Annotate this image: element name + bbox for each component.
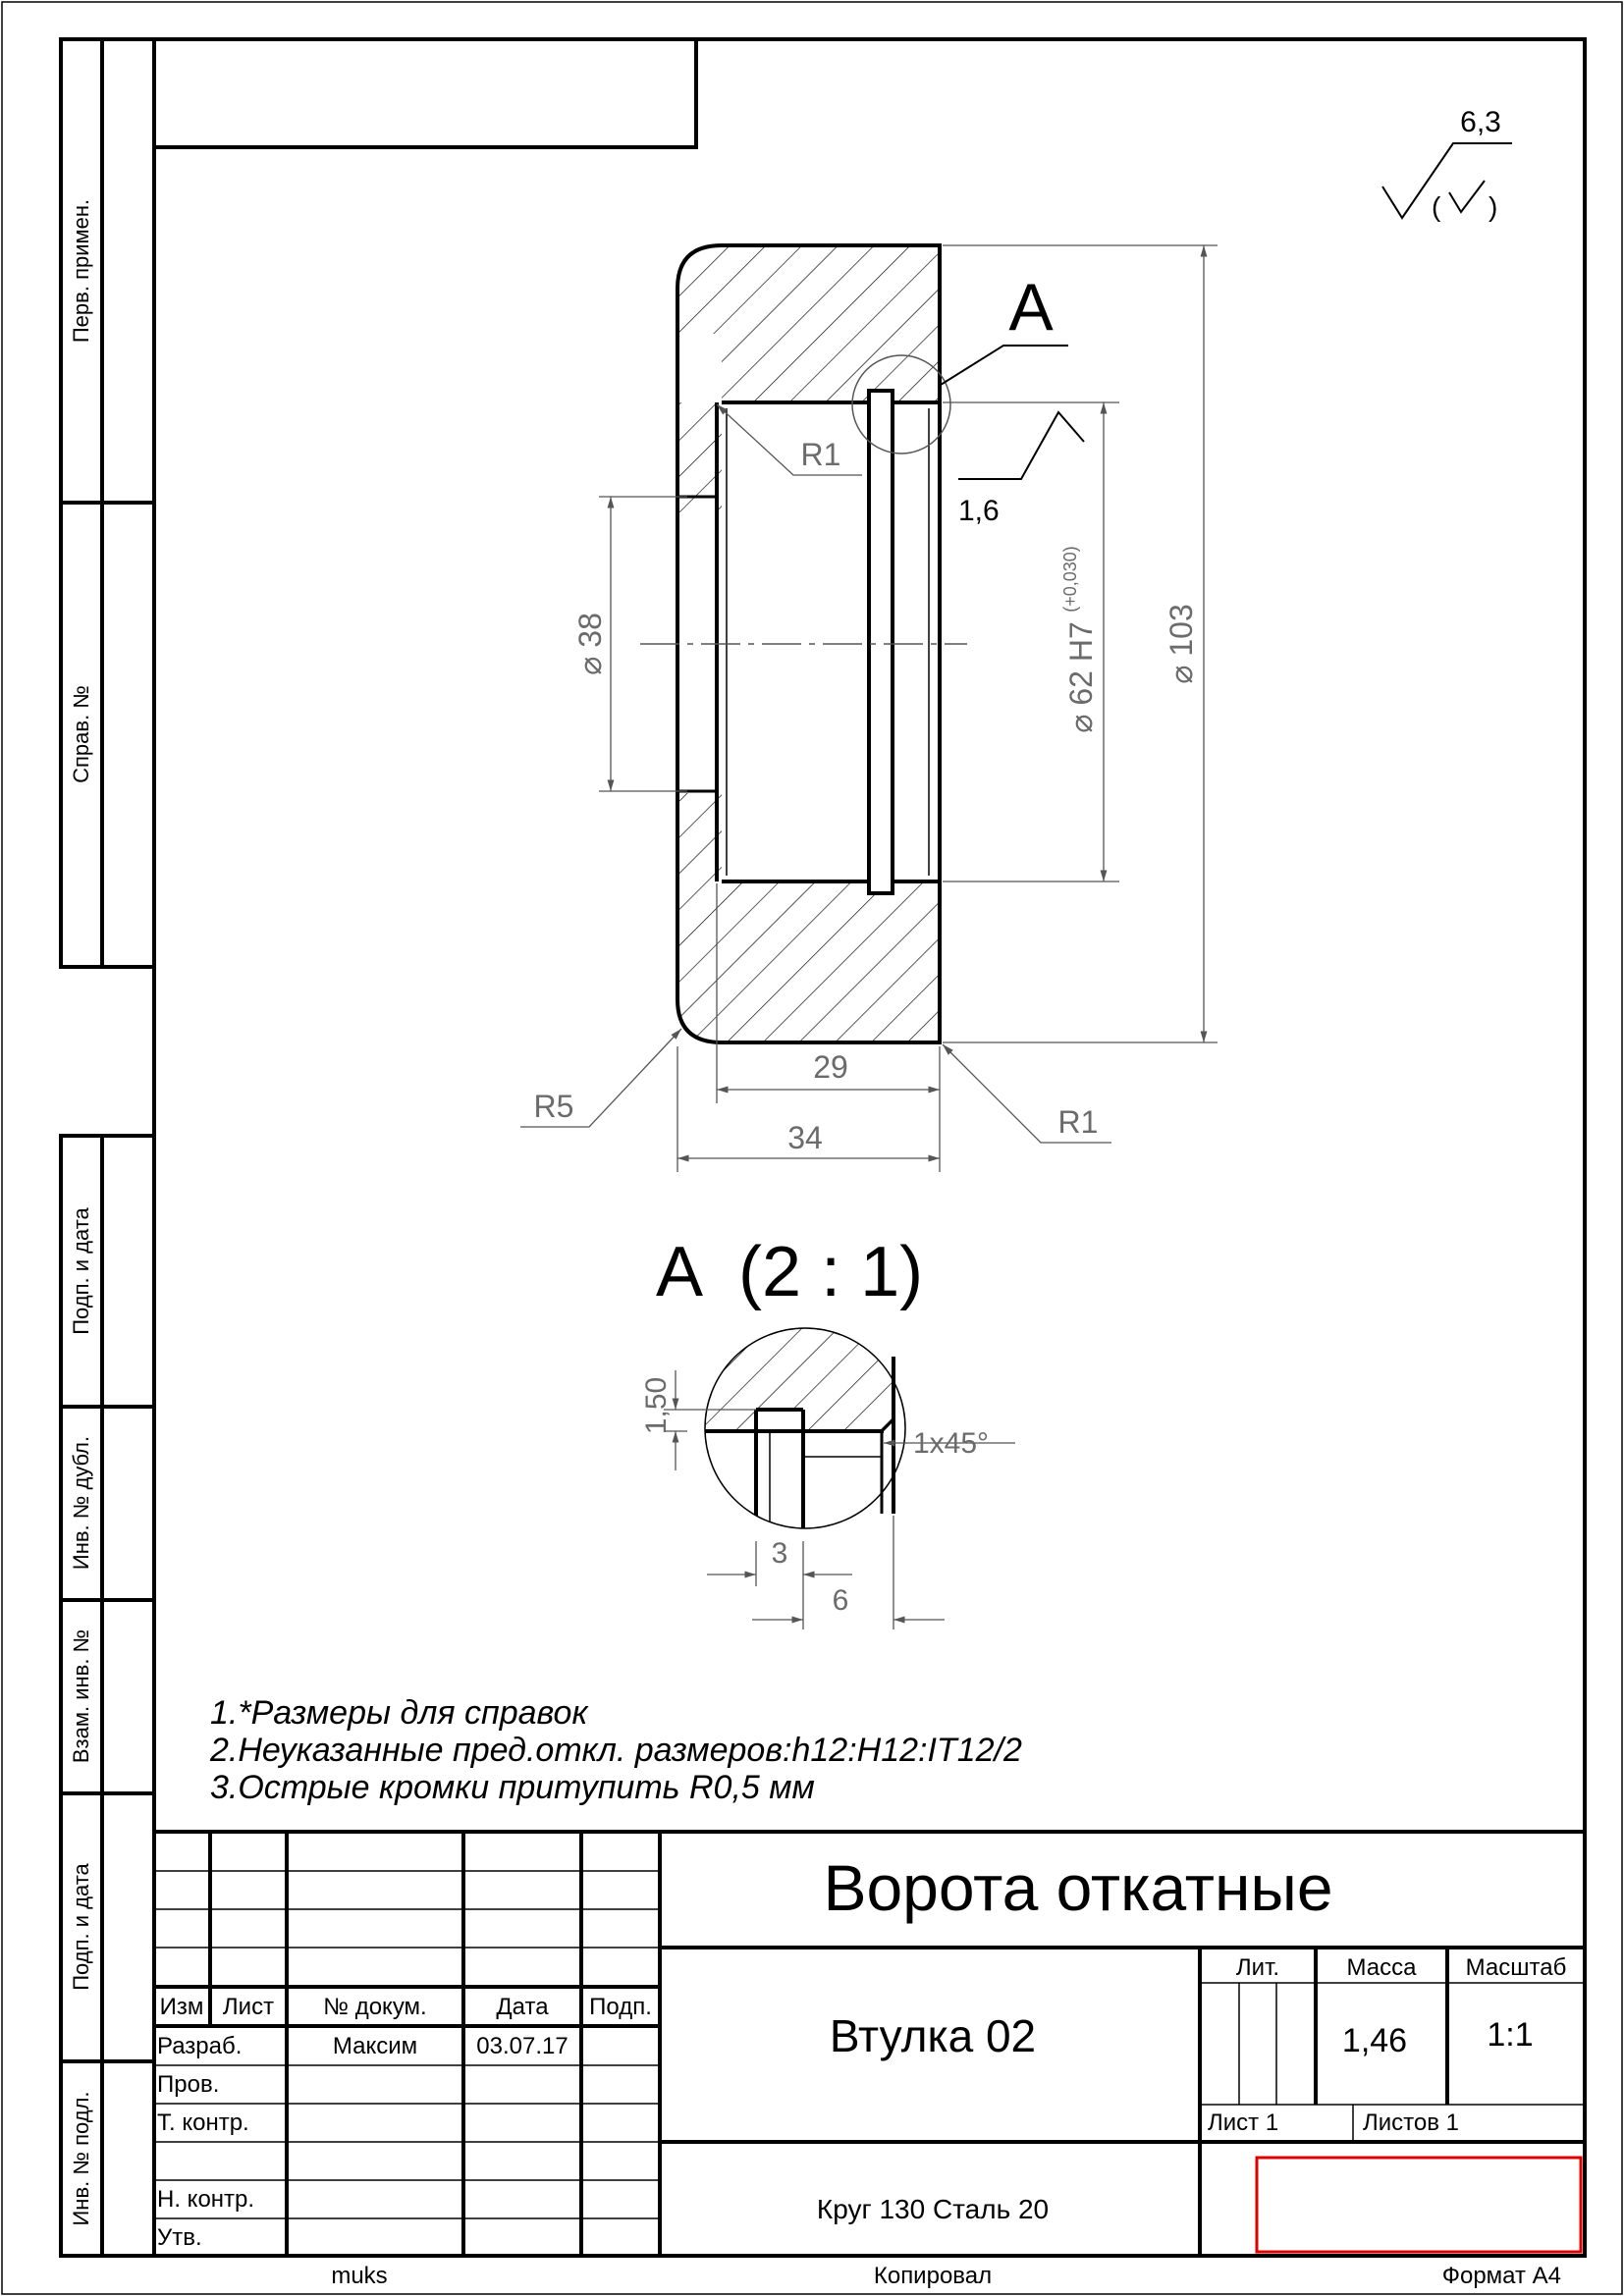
- lit-label: Лит.: [1235, 1954, 1280, 1981]
- dim-d62: ⌀ 62 H7: [1063, 621, 1099, 733]
- dim-chamfer: 1x45°: [913, 1427, 990, 1460]
- row-prov: Пров.: [157, 2071, 220, 2098]
- footer: [331, 2263, 1561, 2289]
- note-2: 2.Неуказанные пред.откл. размеров:h12:H12:IT12/2: [210, 1732, 1022, 1769]
- header-podp: Подп.: [589, 1994, 652, 2020]
- mass-value: 1,46: [1341, 2022, 1408, 2059]
- dim-w6: 6: [832, 1584, 849, 1617]
- sheet-number: Лист 1: [1208, 2109, 1279, 2136]
- technical-notes: [209, 1694, 1022, 1806]
- dim-r5: R5: [533, 1089, 574, 1124]
- top-left-box: [154, 39, 696, 147]
- mass-label: Масса: [1346, 1954, 1417, 1981]
- title-block: [154, 1832, 1585, 2256]
- header-data: Дата: [496, 1994, 549, 2020]
- dim-h150: 1,50: [640, 1376, 673, 1435]
- note-1: 1.*Размеры для справок: [210, 1694, 588, 1732]
- footer-author: muks: [331, 2263, 388, 2289]
- roughness-symbol-local: [958, 412, 1084, 479]
- sheets-total: Листов 1: [1363, 2109, 1459, 2136]
- scale-value: 1:1: [1487, 2016, 1534, 2054]
- label-vzam-inv: Взам. инв. №: [69, 1629, 93, 1764]
- detail-a-label: A: [1008, 270, 1054, 345]
- material: Круг 130 Сталь 20: [816, 2194, 1050, 2224]
- row-razrab: Разраб.: [157, 2033, 243, 2059]
- label-inv-dubl: Инв. № дубл.: [69, 1435, 93, 1571]
- svg-text:(: (: [1432, 191, 1441, 222]
- label-podp-data-2: Подп. и дата: [69, 1863, 93, 1991]
- left-strip-top: [61, 39, 154, 967]
- detail-view-title: A (2 : 1): [656, 1233, 924, 1311]
- dim-d62-tolerance: (+0,030): [1060, 546, 1080, 613]
- svg-text:): ): [1489, 191, 1498, 222]
- header-izm: Изм: [159, 1994, 204, 2020]
- dim-r1-top: R1: [800, 437, 841, 472]
- row-tkontr: Т. контр.: [157, 2109, 249, 2136]
- dim-w34: 34: [787, 1120, 823, 1155]
- note-3: 3.Острые кромки притупить R0,5 мм: [210, 1769, 815, 1806]
- dim-r1-bottom: R1: [1057, 1104, 1099, 1140]
- roughness-general-value: 6,3: [1460, 106, 1501, 138]
- dim-d38: ⌀ 38: [572, 613, 608, 675]
- product-name: Ворота откатные: [823, 1851, 1333, 1924]
- bushing-section: [640, 245, 1084, 1042]
- hatch-upper: [677, 245, 940, 402]
- header-dokum: № докум.: [323, 1994, 427, 2020]
- label-inv-podl: Инв. № подл.: [69, 2091, 93, 2226]
- roughness-symbol-general: [1382, 106, 1512, 222]
- dim-w29: 29: [813, 1049, 848, 1085]
- footer-copied: Копировал: [873, 2263, 993, 2289]
- dim-w3: 3: [771, 1537, 788, 1570]
- label-podp-data-1: Подп. и дата: [69, 1207, 93, 1335]
- label-sprav-no: Справ. №: [69, 685, 93, 783]
- row-nkontr: Н. контр.: [157, 2186, 255, 2213]
- scale-label: Масштаб: [1465, 1954, 1567, 1981]
- footer-format: Формат А4: [1441, 2263, 1561, 2289]
- retaining-groove: [869, 391, 893, 893]
- author-date: 03.07.17: [476, 2033, 568, 2059]
- row-utv: Утв.: [157, 2224, 202, 2251]
- highlight-box: [1257, 2158, 1581, 2252]
- dim-d103: ⌀ 103: [1164, 604, 1199, 684]
- part-name: Втулка 02: [829, 2010, 1037, 2061]
- label-perv-primen: Перв. примен.: [69, 198, 93, 344]
- detail-view-a: [687, 1315, 905, 1541]
- author-name: Максим: [332, 2033, 418, 2059]
- roughness-local-value: 1,6: [958, 495, 1000, 527]
- header-list: Лист: [222, 1994, 275, 2020]
